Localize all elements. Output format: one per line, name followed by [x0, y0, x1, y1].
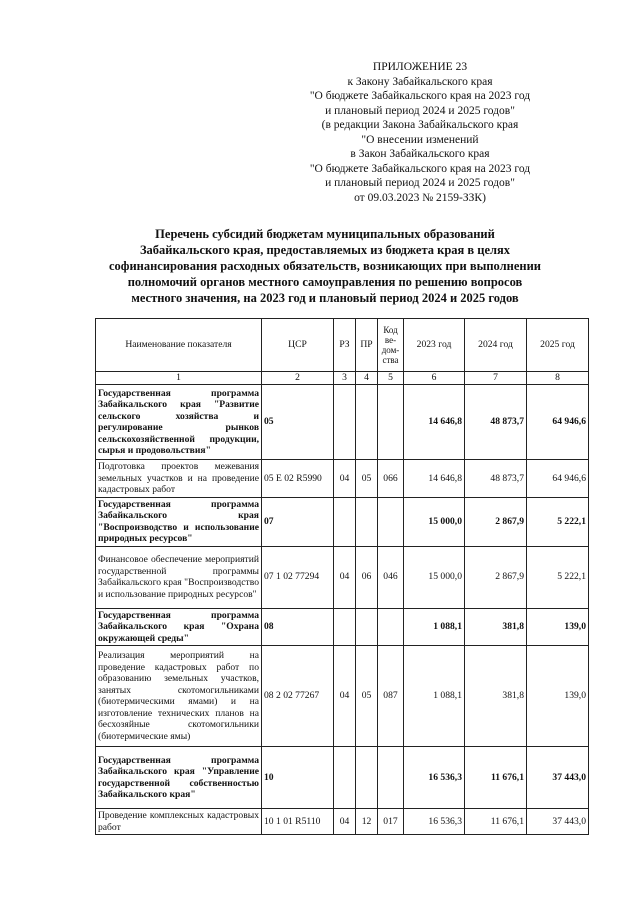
row-name: Государственная программа Забайкальского края "Охрана окружающей среды" [96, 608, 262, 646]
row-name: Подготовка проектов межевания земельных участков и на проведение кадастровых работ [96, 460, 262, 498]
header-kvr-line: дом- [381, 345, 400, 355]
title-line: Перечень субсидий бюджетам муниципальных образований [155, 227, 495, 241]
subsidies-table [95, 318, 589, 835]
column-number: 4 [356, 372, 378, 385]
row-2025: 37 443,0 [527, 809, 589, 835]
row-2023: 16 536,3 [404, 747, 465, 809]
annex-line: от 09.03.2023 № 2159-ЗЗК) [354, 191, 486, 204]
row-2025: 37 443,0 [527, 747, 589, 809]
row-kvr: 046 [378, 546, 404, 608]
header-2023: 2023 год [404, 319, 465, 372]
row-pr [356, 385, 378, 460]
row-rz: 04 [334, 809, 356, 835]
row-rz [334, 497, 356, 546]
row-csr: 05 Е 02 R5990 [262, 460, 334, 498]
column-number: 8 [527, 372, 589, 385]
row-2024: 11 676,1 [465, 747, 527, 809]
header-name: Наименование показателя [96, 319, 262, 372]
annex-line: ПРИЛОЖЕНИЕ 23 [372, 61, 468, 73]
row-2024: 2 867,9 [465, 546, 527, 608]
row-2023: 14 646,8 [404, 385, 465, 460]
annex-line: "О бюджете Забайкальского края на 2023 год [309, 90, 531, 102]
row-pr: 05 [356, 460, 378, 498]
row-2024: 2 867,9 [465, 497, 527, 546]
row-2024: 381,8 [465, 646, 527, 747]
row-csr: 10 [262, 747, 334, 809]
row-name: Государственная программа Забайкальского края "Воспроизводство и использование природных ресурсов" [96, 497, 262, 546]
title-line: Забайкальского края, предоставляемых из бюджета края в целях [139, 243, 511, 257]
program-row [96, 497, 589, 546]
row-csr: 07 1 02 77294 [262, 546, 334, 608]
table-row [96, 646, 589, 747]
row-2023: 1 088,1 [404, 646, 465, 747]
annex-line: "О внесении изменений [361, 133, 479, 146]
annex-line: и плановый период 2024 и 2025 годов" [325, 177, 515, 189]
row-csr: 10 1 01 R5110 [262, 809, 334, 835]
row-2025: 139,0 [527, 646, 589, 747]
column-number: 5 [378, 372, 404, 385]
row-pr [356, 497, 378, 546]
row-kvr [378, 608, 404, 646]
column-number: 2 [262, 372, 334, 385]
header-kvr-line: ства [382, 355, 399, 365]
header-2025: 2025 год [527, 319, 589, 372]
header-pr: ПР [356, 319, 378, 372]
header-rz: РЗ [334, 319, 356, 372]
annex-line: к Закону Забайкальского края [347, 75, 493, 88]
title-line: полномочий органов местного самоуправления по решению вопросов [127, 275, 523, 289]
row-kvr [378, 747, 404, 809]
row-2025: 5 222,1 [527, 497, 589, 546]
row-2024: 11 676,1 [465, 809, 527, 835]
annex-block [290, 60, 550, 205]
annex-line: (в редакции Закона Забайкальского края [321, 119, 519, 131]
row-pr [356, 608, 378, 646]
annex-line: в Закон Забайкальского края [350, 148, 490, 160]
row-csr: 08 2 02 77267 [262, 646, 334, 747]
header-row [96, 319, 589, 372]
row-kvr: 066 [378, 460, 404, 498]
row-kvr: 017 [378, 809, 404, 835]
row-2023: 15 000,0 [404, 546, 465, 608]
annex-line: и плановый период 2024 и 2025 годов" [325, 104, 515, 117]
row-2023: 16 536,3 [404, 809, 465, 835]
row-kvr [378, 497, 404, 546]
row-2023: 15 000,0 [404, 497, 465, 546]
row-rz [334, 385, 356, 460]
row-pr: 06 [356, 546, 378, 608]
row-name: Государственная программа Забайкальского края "Управление государственной собственностью Забайкальского края" [96, 747, 262, 809]
row-rz: 04 [334, 646, 356, 747]
row-name: Финансовое обеспечение мероприятий государственной программы Забайкальского края "Воспроизводство и использование природных ресурсов" [96, 546, 262, 608]
row-2025: 64 946,6 [527, 460, 589, 498]
row-rz [334, 608, 356, 646]
table-row [96, 546, 589, 608]
document-title [90, 226, 560, 306]
row-2024: 48 873,7 [465, 385, 527, 460]
header-kvr [378, 319, 404, 372]
program-row [96, 747, 589, 809]
column-number: 3 [334, 372, 356, 385]
row-kvr: 087 [378, 646, 404, 747]
row-csr: 07 [262, 497, 334, 546]
column-number: 1 [96, 372, 262, 385]
row-csr: 05 [262, 385, 334, 460]
row-2025: 5 222,1 [527, 546, 589, 608]
row-2025: 139,0 [527, 608, 589, 646]
row-kvr [378, 385, 404, 460]
row-2025: 64 946,6 [527, 385, 589, 460]
row-pr: 05 [356, 646, 378, 747]
row-name: Государственная программа Забайкальского края "Развитие сельского хозяйства и регулирование рынков сельскохозяйственной продукции, сырья и продовольствия" [96, 385, 262, 460]
header-kvr-line: Код [383, 325, 398, 335]
row-2024: 48 873,7 [465, 460, 527, 498]
title-line: софинансирования расходных обязательств, возникающих при выполнении [109, 259, 541, 273]
row-pr [356, 747, 378, 809]
column-number: 6 [404, 372, 465, 385]
header-csr: ЦСР [262, 319, 334, 372]
table-row [96, 809, 589, 835]
row-name: Проведение комплексных кадастровых работ [96, 809, 262, 835]
column-numbers-row [96, 372, 589, 385]
column-number: 7 [465, 372, 527, 385]
row-rz: 04 [334, 460, 356, 498]
header-kvr-line: ве- [384, 335, 397, 345]
row-rz [334, 747, 356, 809]
title-line: местного значения, на 2023 год и плановый период 2024 и 2025 годов [131, 291, 519, 305]
row-name: Реализация мероприятий на проведение кадастровых работ по образованию земельных участков, занятых скотомогильниками (биотермическими ямами) и на изготовление технических планов на бесхозяйные скотомогильники (биотермические ямы) [96, 646, 262, 747]
row-rz: 04 [334, 546, 356, 608]
row-pr: 12 [356, 809, 378, 835]
program-row [96, 608, 589, 646]
header-2024: 2024 год [465, 319, 527, 372]
annex-line: "О бюджете Забайкальского края на 2023 год [309, 162, 531, 175]
row-2024: 381,8 [465, 608, 527, 646]
row-csr: 08 [262, 608, 334, 646]
table-row [96, 460, 589, 498]
program-row [96, 385, 589, 460]
row-2023: 1 088,1 [404, 608, 465, 646]
row-2023: 14 646,8 [404, 460, 465, 498]
